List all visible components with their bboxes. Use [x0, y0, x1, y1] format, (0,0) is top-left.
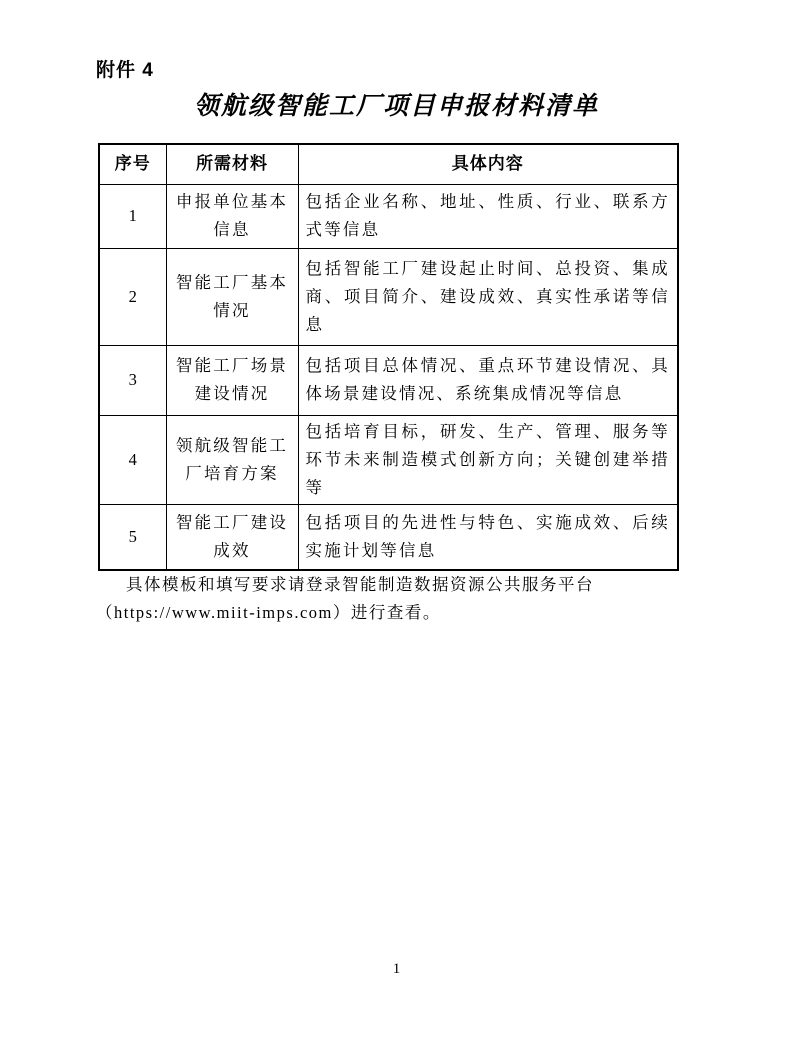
cell-no: 2 — [99, 248, 166, 345]
cell-no: 5 — [99, 504, 166, 570]
cell-material: 领航级智能工厂培育方案 — [166, 415, 298, 504]
table-row — [99, 248, 678, 345]
page-number: 1 — [392, 961, 401, 977]
materials-table — [98, 143, 679, 571]
header-cell-content: 具体内容 — [298, 144, 678, 184]
table-header-row — [99, 144, 678, 184]
table-row — [99, 415, 678, 504]
table-row — [99, 504, 678, 570]
cell-no: 1 — [99, 184, 166, 248]
cell-material: 智能工厂场景建设情况 — [166, 345, 298, 415]
cell-no: 4 — [99, 415, 166, 504]
footer-note-line1: 具体模板和填写要求请登录智能制造数据资源公共服务平台 — [126, 575, 594, 594]
cell-no: 3 — [99, 345, 166, 415]
document-title: 领航级智能工厂项目申报材料清单 — [193, 91, 599, 120]
footer-note — [96, 571, 682, 627]
table-row — [99, 345, 678, 415]
cell-content: 包括项目的先进性与特色、实施成效、后续实施计划等信息 — [298, 504, 678, 570]
cell-material: 智能工厂基本情况 — [166, 248, 298, 345]
attachment-label: 附件 4 — [96, 60, 154, 81]
cell-content: 包括项目总体情况、重点环节建设情况、具体场景建设情况、系统集成情况等信息 — [298, 345, 678, 415]
table-row — [99, 184, 678, 248]
cell-content: 包括培育目标，研发、生产、管理、服务等环节未来制造模式创新方向；关键创建举措等 — [298, 415, 678, 504]
cell-content: 包括智能工厂建设起止时间、总投资、集成商、项目简介、建设成效、真实性承诺等信息 — [298, 248, 678, 345]
footer-note-line2: （https://www.miit-imps.com）进行查看。 — [96, 603, 441, 622]
cell-material: 智能工厂建设成效 — [166, 504, 298, 570]
header-cell-no: 序号 — [99, 144, 166, 184]
cell-material: 申报单位基本信息 — [166, 184, 298, 248]
header-cell-material: 所需材料 — [166, 144, 298, 184]
cell-content: 包括企业名称、地址、性质、行业、联系方式等信息 — [298, 184, 678, 248]
